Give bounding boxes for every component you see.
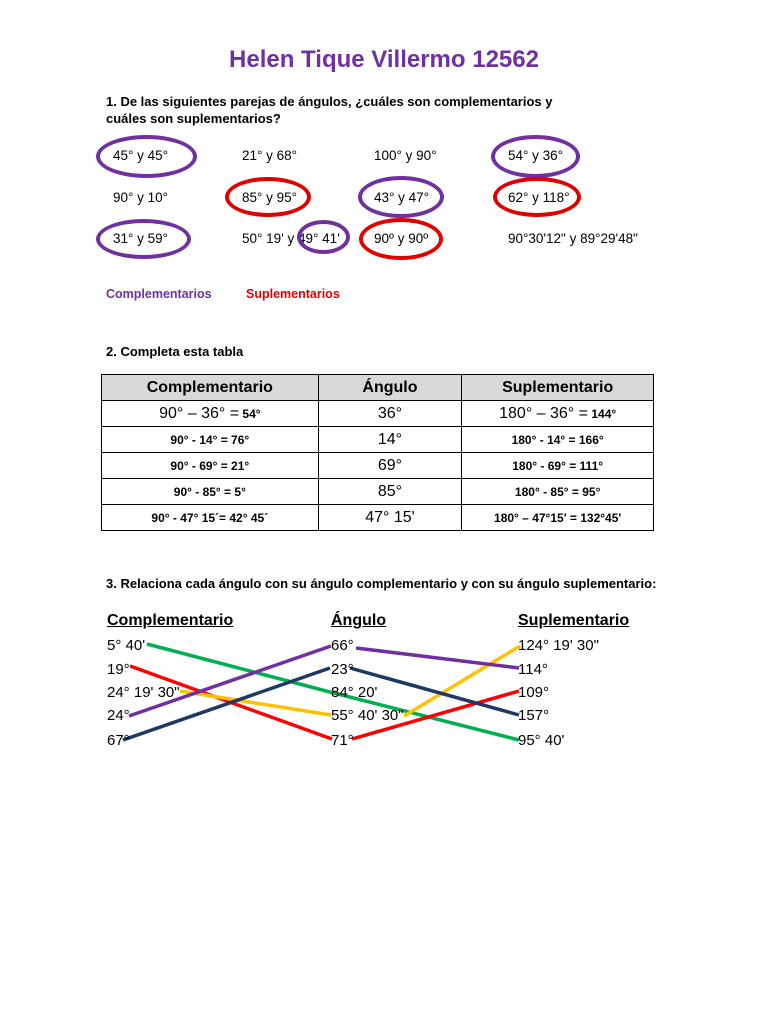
comp-expression: 90° – 36° =: [159, 404, 240, 422]
pair-12: 90°30'12" y 89°29'48": [508, 231, 638, 246]
cell-complementary: 90° - 47° 15´= 42° 45´: [102, 505, 319, 531]
pair-3: 100° y 90°: [374, 148, 437, 163]
pair-9: 31° y 59°: [113, 231, 169, 246]
angle-item-2: 23°: [331, 661, 354, 678]
cell-supplementary: 180° - 14° = 166°: [462, 427, 654, 453]
angle-item-4: 55° 40' 30": [331, 707, 404, 724]
supp-result: 144°: [591, 406, 617, 421]
comp-item-1: 5° 40': [107, 637, 146, 654]
cell-complementary: 90° - 69° = 21°: [102, 453, 319, 479]
comp-item-5: 67°: [107, 732, 130, 749]
line-66-to-114: [356, 648, 519, 668]
cell-angle: 69°: [318, 453, 462, 479]
question-2-prompt: 2. Completa esta tabla: [106, 344, 244, 359]
angle-item-5: 71°: [331, 732, 354, 749]
cell-angle: 14°: [318, 427, 462, 453]
header-complementary: Complementario: [102, 375, 319, 401]
pair-4: 54° y 36°: [508, 148, 564, 163]
cell-complementary: 90° - 85° = 5°: [102, 479, 319, 505]
pair-10: 50° 19' y 49° 41': [242, 231, 340, 246]
supp-expression: 180° – 36° =: [499, 404, 588, 422]
header-angle: Ángulo: [318, 375, 462, 401]
legend-supplementary: Suplementarios: [246, 287, 340, 301]
angle-item-1: 66°: [331, 637, 354, 654]
angle-item-3: 84° 20': [331, 684, 378, 701]
cell-angle: 36°: [318, 401, 462, 427]
supp-item-1: 124° 19' 30": [518, 637, 599, 654]
comp-item-2: 19°: [107, 661, 130, 678]
comp-item-4: 24°: [107, 707, 130, 724]
q3-header-angle: Ángulo: [331, 612, 387, 629]
cell-complementary: 90° - 14° = 76°: [102, 427, 319, 453]
q3-header-complementary: Complementario: [107, 612, 234, 629]
cell-supplementary: 180° - 69° = 111°: [462, 453, 654, 479]
pair-1: 45° y 45°: [113, 148, 169, 163]
supp-item-2: 114°: [518, 661, 548, 678]
question-3-prompt: 3. Relaciona cada ángulo con su ángulo complementario y con su ángulo suplementario:: [106, 576, 657, 591]
pair-2: 21° y 68°: [242, 148, 298, 163]
pair-6: 85° y 95°: [242, 190, 298, 205]
q3-header-supplementary: Suplementario: [518, 612, 630, 629]
line-67-to-23: [123, 668, 330, 740]
cell-supplementary: 180° – 47°15' = 132°45': [462, 505, 654, 531]
cell-angle: 85°: [318, 479, 462, 505]
comp-result: 54°: [242, 406, 261, 421]
cell-supplementary: 180° - 85° = 95°: [462, 479, 654, 505]
supp-item-4: 157°: [518, 707, 550, 724]
comp-item-3: 24° 19' 30": [107, 684, 180, 701]
question-1-prompt: 1. De las siguientes parejas de ángulos, ¿cuáles son complementarios y cuáles son suplementarios?: [106, 94, 553, 126]
legend-complementary: Complementarios: [106, 287, 212, 301]
supp-item-3: 109°: [518, 684, 550, 701]
pair-8: 62° y 118°: [508, 190, 570, 205]
line-24-to-66: [129, 646, 331, 716]
supp-item-5: 95° 40': [518, 732, 565, 749]
cell-angle: 47° 15': [318, 505, 462, 531]
pair-5: 90° y 10°: [113, 190, 169, 205]
page-title: Helen Tique Villermo 12562: [229, 46, 539, 73]
header-supplementary: Suplementario: [462, 375, 654, 401]
pair-11: 90º y 90º: [374, 231, 429, 246]
pair-7: 43° y 47°: [374, 190, 430, 205]
